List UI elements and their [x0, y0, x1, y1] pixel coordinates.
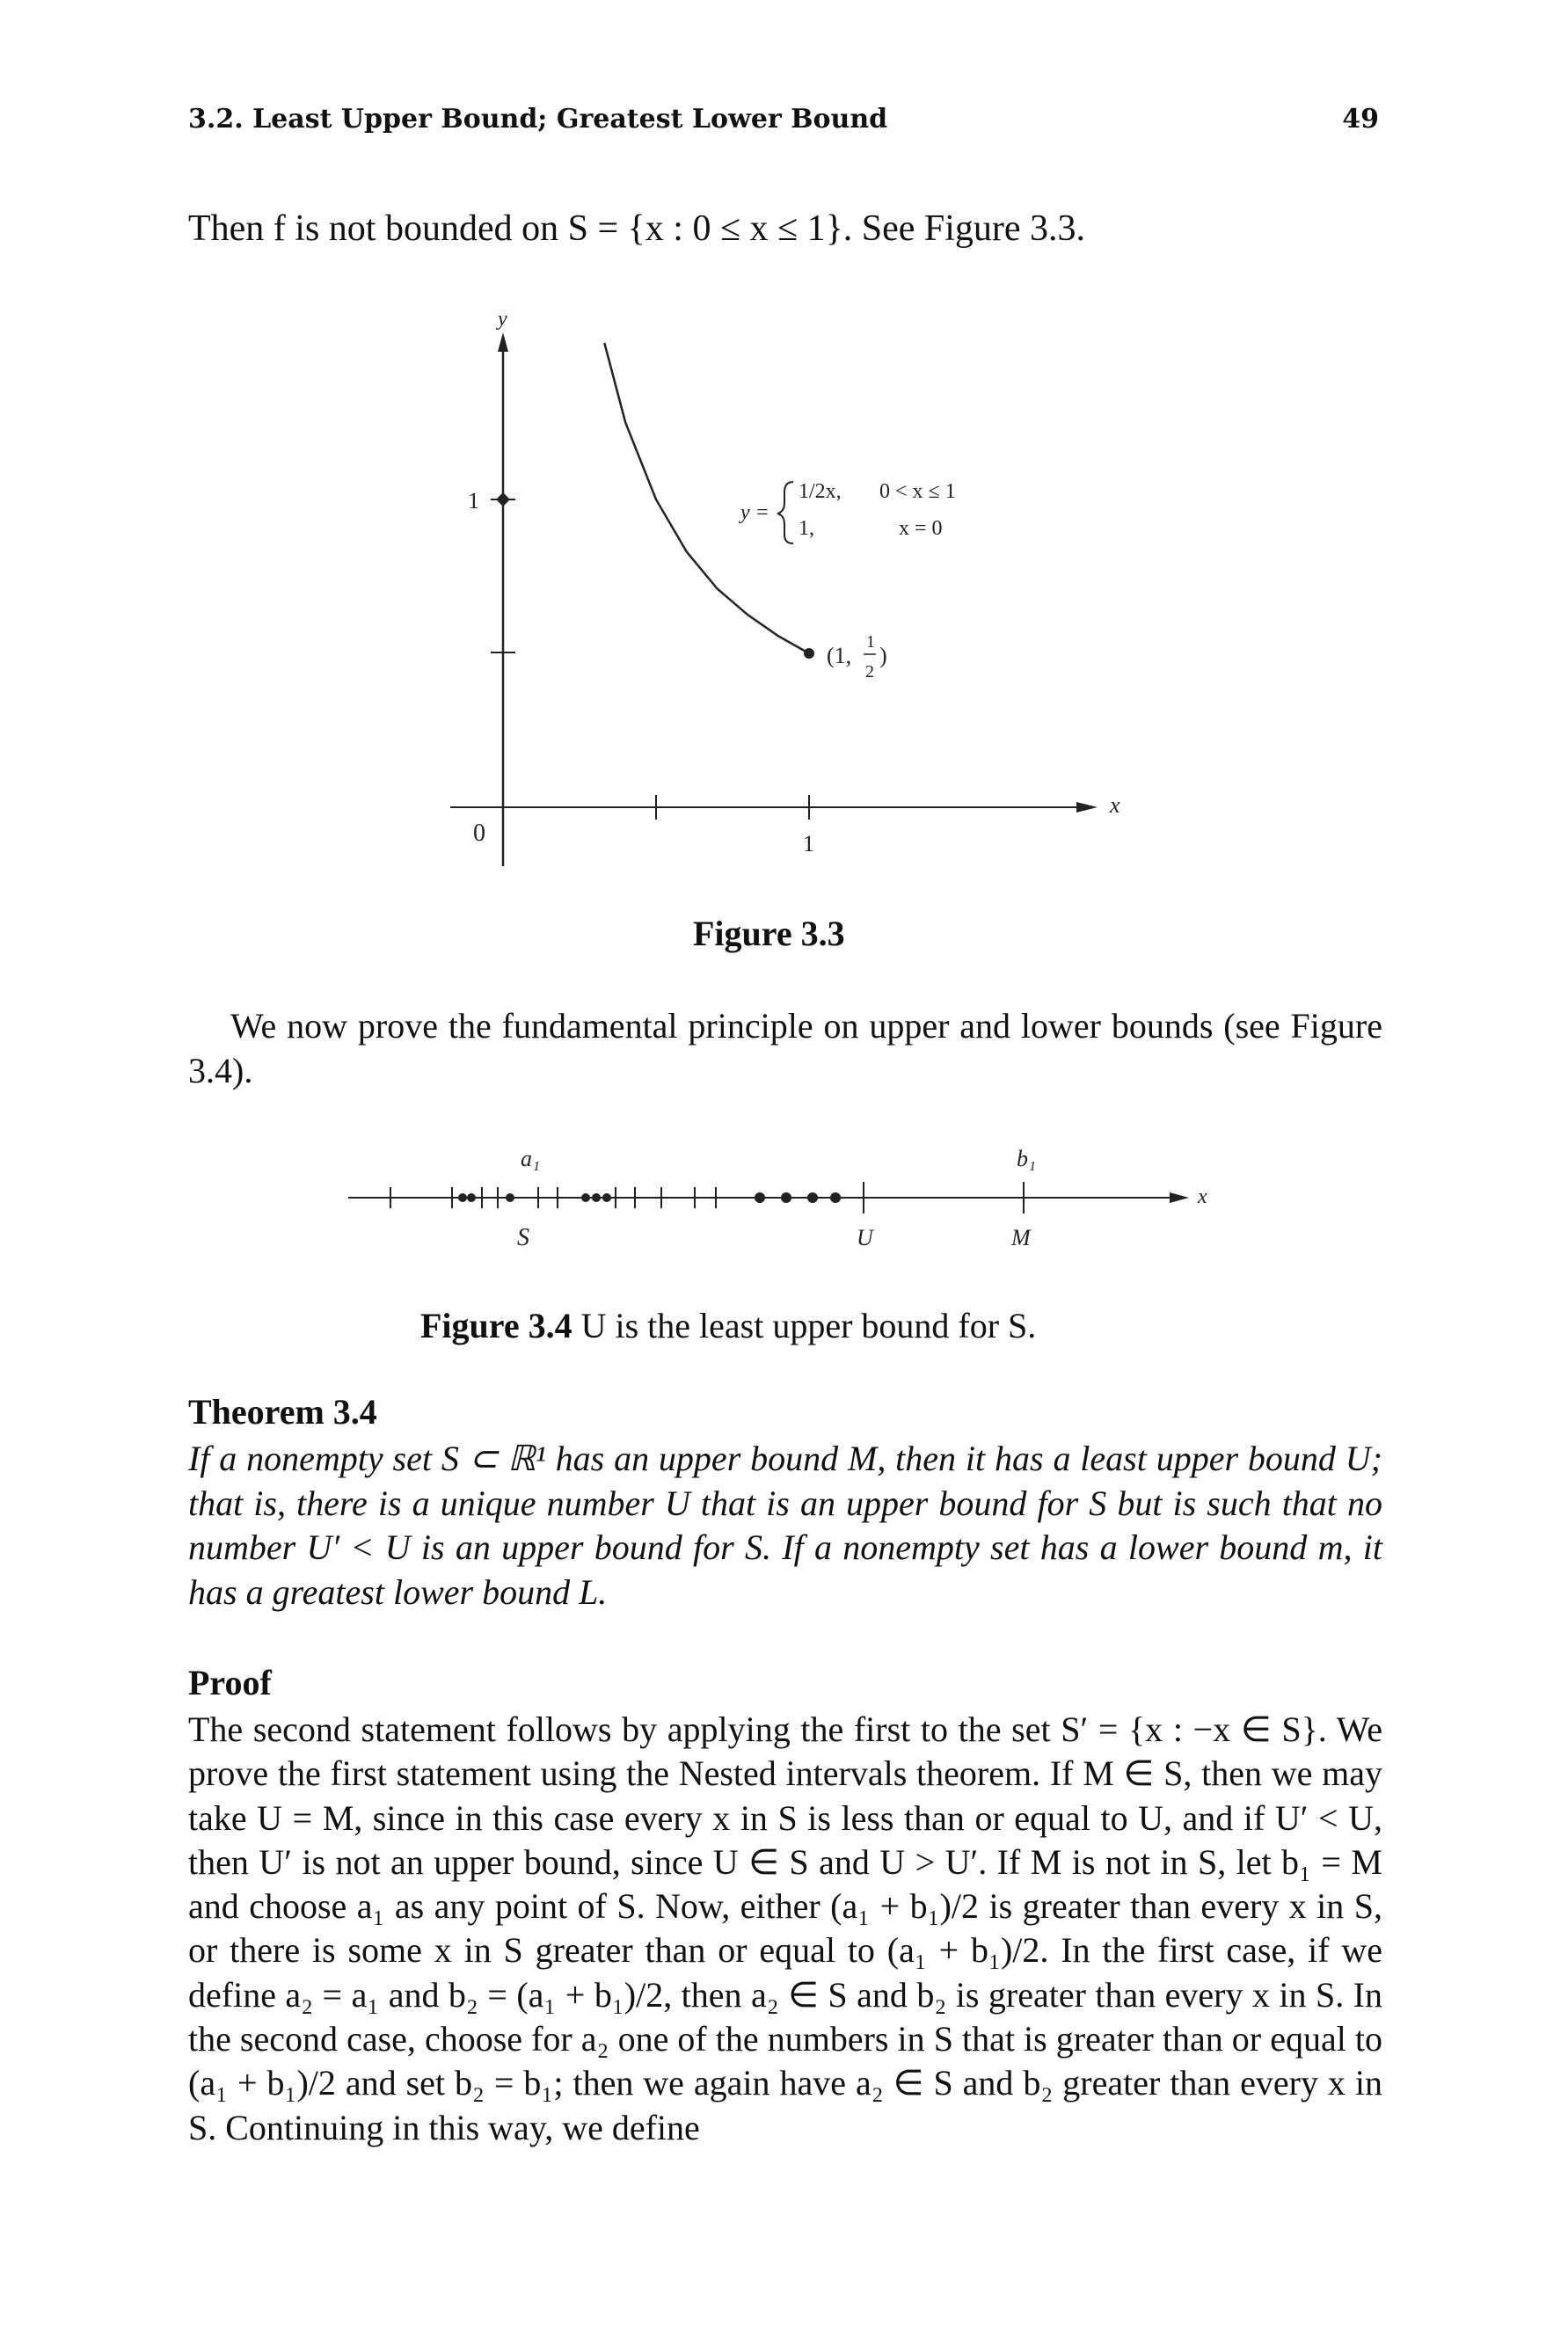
formula-case-1: 1/2x, — [799, 480, 842, 503]
proof-title: Proof — [188, 1663, 272, 1702]
fig34-x-label: x — [1198, 1185, 1207, 1208]
set-point — [467, 1193, 476, 1202]
label-b1: b₁ — [1017, 1146, 1037, 1171]
proof-body: The second statement follows by applying the first to the set S′ = {x : −x ∈ S}. We prove the first statement using the Nested intervals theorem. If M ∈ S, then we may take U = M, since in this case every x in S is less than or equal to U, and if U′ < U, then U′ is not an upper bound, since U ∈ S and U > U′. If M is not in S, let b₁ = M and choose a₁ as any point of S. Now, either (a₁ + b₁)/2 is greater than every x in S, or there is some x in S greater than or equal to (a₁ + b₁)/2. In the first case, if we define a₂ = a₁ and b₂ = (a₁ + b₁)/2, then a₂ ∈ S and b₂ is greater than every x in S. In the second case, choose for a₂ one of the numbers in S that is greater than or equal to (a₁ + b₁)/2 and set b₂ = b₁; then we again have a₂ ∈ S and b₂ greater than every x in S. Continuing in this way, we define — [188, 1709, 1382, 2147]
x-tick-label: 1 — [803, 831, 814, 856]
set-point — [602, 1193, 611, 1202]
set-point — [807, 1192, 818, 1203]
figure-3-4-caption-label: Figure 3.4 — [420, 1306, 573, 1345]
paragraph-intro-figure-3-4: We now prove the fundamental principle on upper and lower bounds (see Figure 3.4). — [188, 1006, 1382, 1090]
label-U: U — [857, 1225, 873, 1250]
figure-3-4-caption — [420, 1305, 1036, 1346]
endpoint-dot — [804, 648, 814, 659]
figure-3-3-plot — [450, 308, 1120, 866]
section-title: 3.2. Least Upper Bound; Greatest Lower Bound — [188, 104, 888, 135]
set-point — [781, 1192, 791, 1203]
origin-label: 0 — [473, 820, 485, 847]
point-label-den: 2 — [865, 662, 874, 682]
x-axis-label: x — [1110, 792, 1120, 818]
point-label-num: 1 — [866, 632, 875, 652]
formula-cond-2: x = 0 — [899, 517, 943, 540]
label-a1: a₁ — [521, 1146, 541, 1171]
number-line-arrow — [1170, 1192, 1189, 1203]
set-point — [506, 1193, 514, 1202]
formula-lhs: y = — [740, 501, 769, 524]
set-point — [581, 1193, 590, 1202]
page-number: 49 — [1342, 104, 1379, 135]
y-axis-arrow — [498, 332, 508, 352]
figure-3-3 — [0, 0, 1568, 967]
set-point — [755, 1192, 765, 1203]
curve-y-1-over-2x — [604, 343, 809, 653]
theorem-body: If a nonempty set S ⊂ ℝ¹ has an upper bound M, then it has a least upper bound U; that is, there is a unique number U that is an upper bound for S but is such that no number U′ < U is an upper bound for S. If a nonempty set has a lower bound m, it has a greatest lower bound L. — [188, 1439, 1382, 1612]
set-point — [592, 1193, 601, 1202]
label-S: S — [517, 1224, 529, 1251]
intro-line: Then f is not bounded on S = {x : 0 ≤ x ≤ 1}. See Figure 3.3. — [188, 208, 1086, 249]
figure-3-4 — [0, 1134, 1568, 1293]
formula-case-2: 1, — [799, 517, 814, 540]
y-axis-label: y — [498, 308, 507, 331]
label-M: M — [1011, 1225, 1031, 1250]
formula-brace — [777, 482, 793, 543]
figure-3-4-caption-text: U is the least upper bound for S. — [572, 1306, 1037, 1345]
point-label-suffix: ) — [879, 643, 887, 668]
y-tick-label: 1 — [468, 488, 479, 514]
x-axis-arrow — [1076, 802, 1098, 813]
y-tick-1-diamond — [496, 492, 510, 507]
figure-3-3-caption: Figure 3.3 — [693, 914, 845, 953]
point-label-prefix: (1, — [827, 643, 852, 668]
formula-cond-1: 0 < x ≤ 1 — [879, 480, 956, 503]
set-point — [830, 1192, 841, 1203]
set-point — [458, 1193, 467, 1202]
theorem-title: Theorem 3.4 — [188, 1392, 377, 1432]
